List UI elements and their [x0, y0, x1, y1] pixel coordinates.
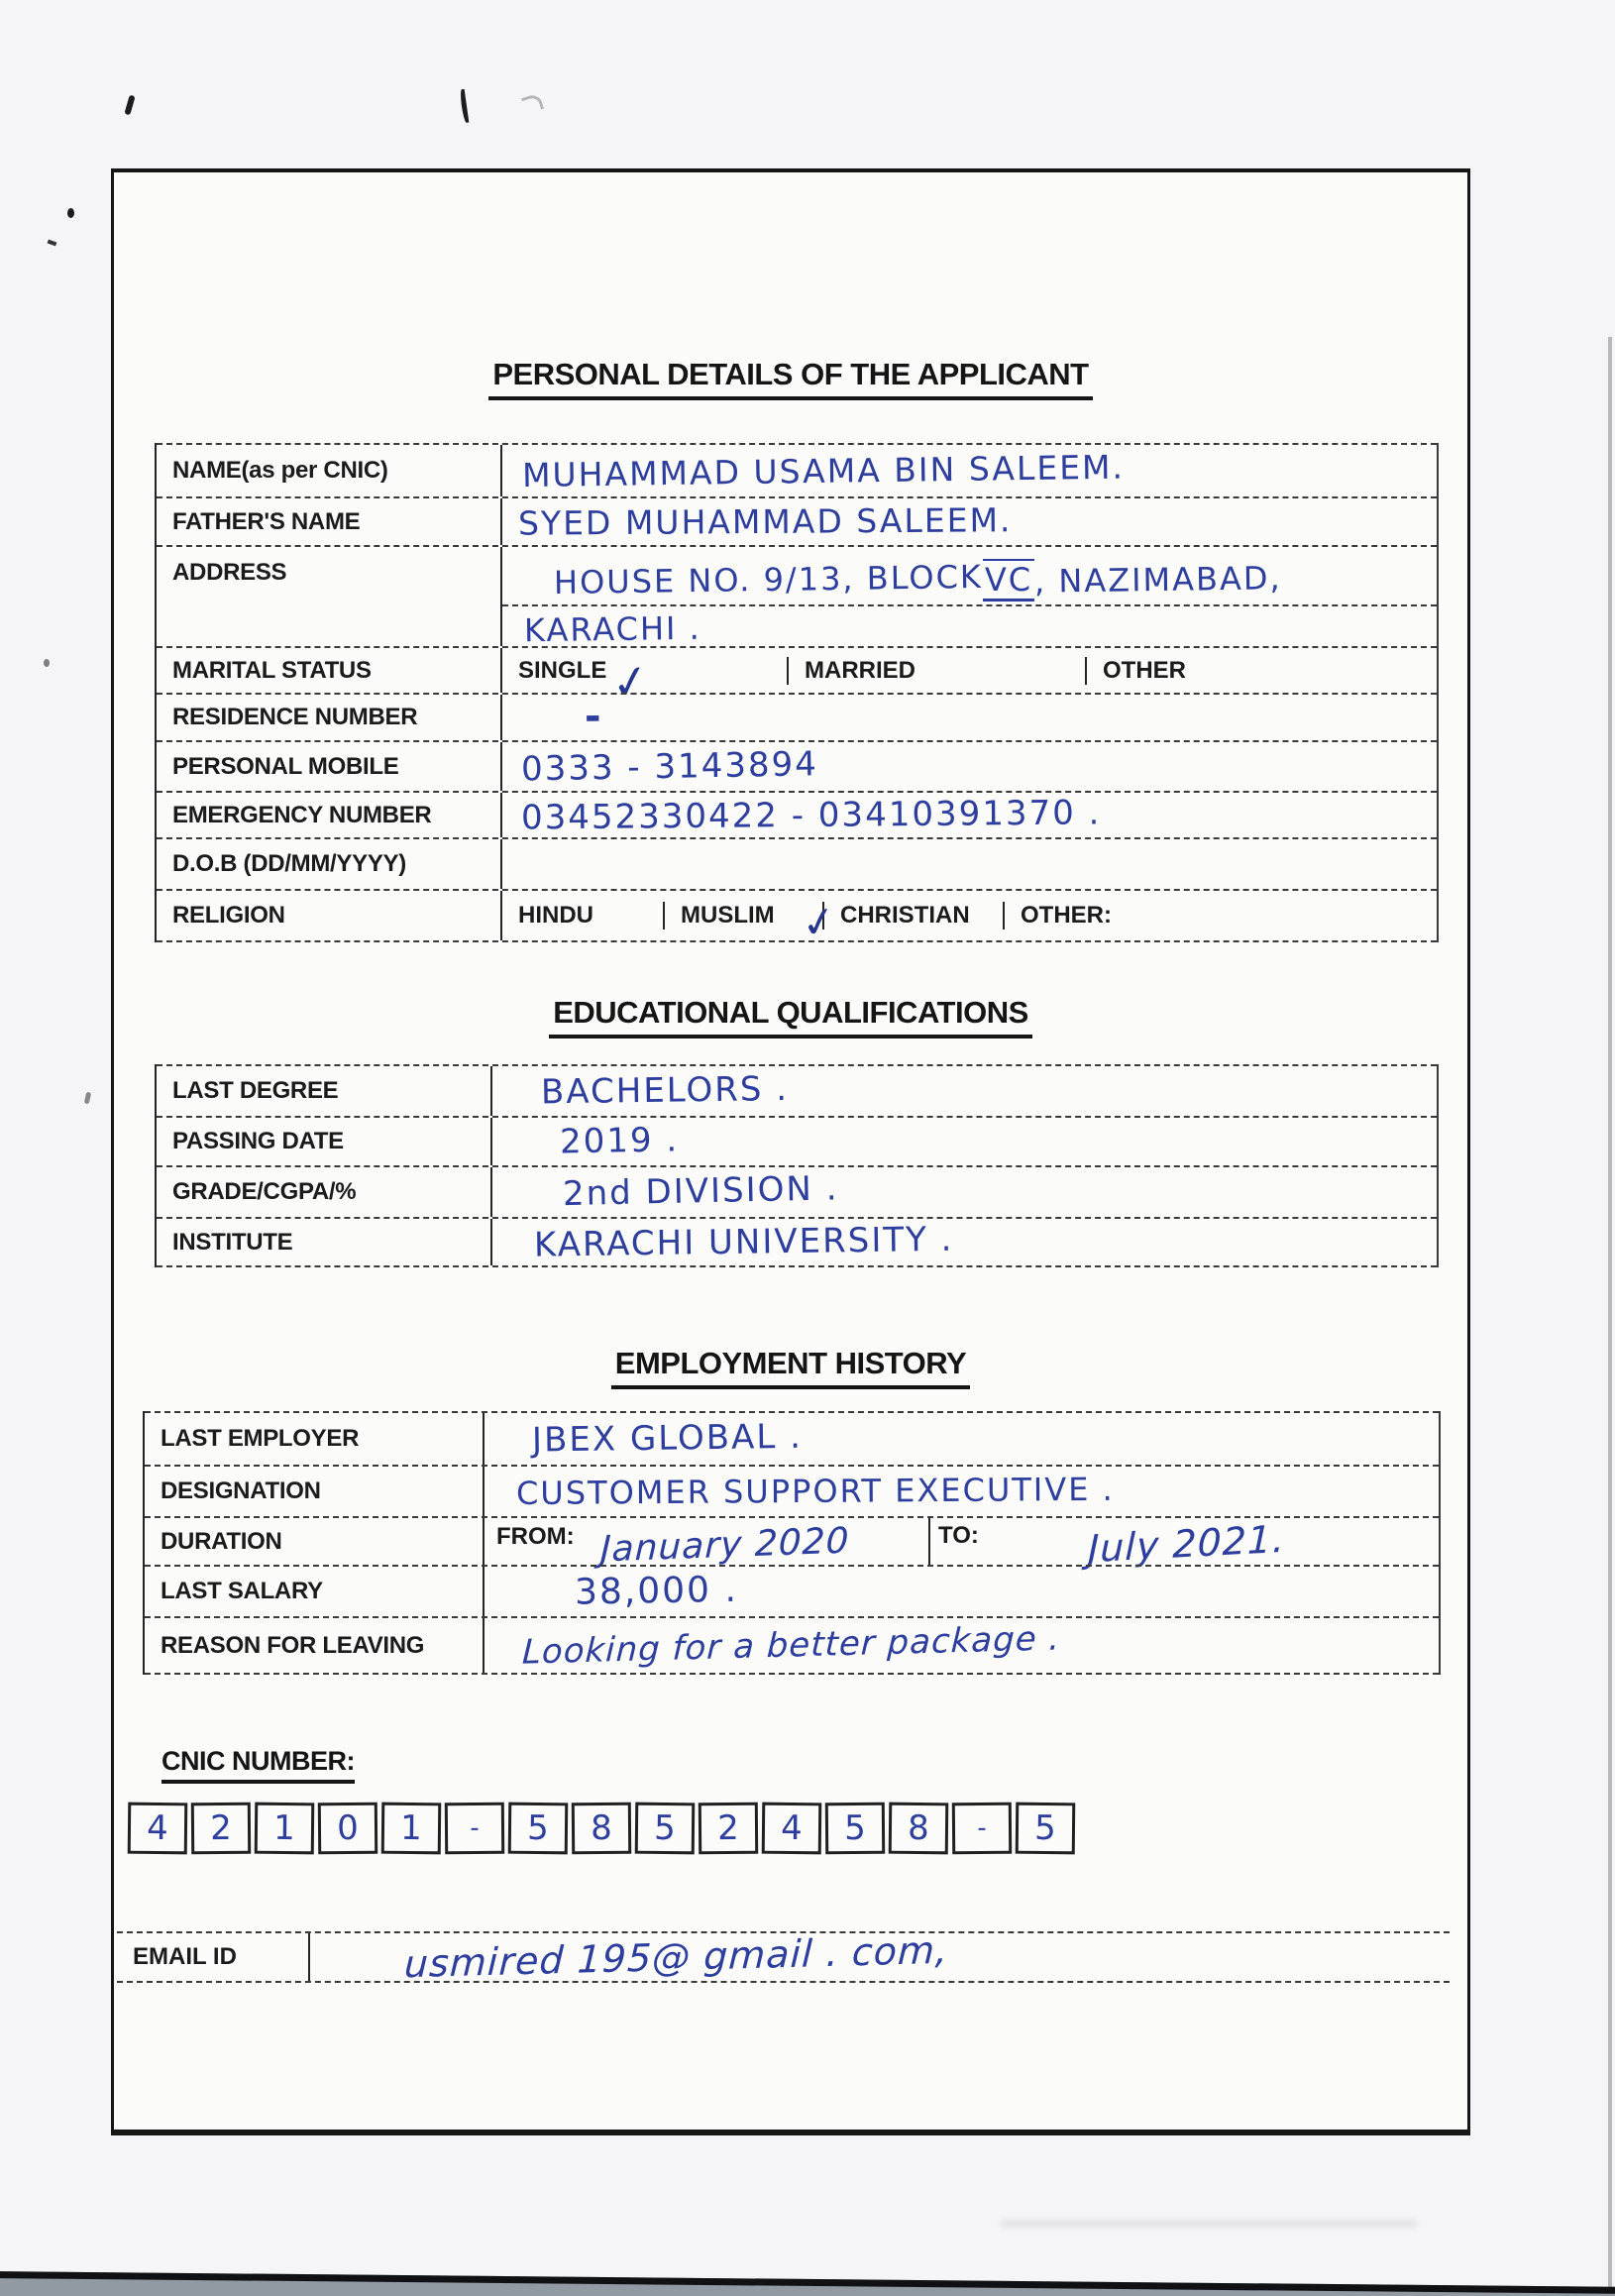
employer-value-handwriting: JBEX GLOBAL . [531, 1416, 804, 1461]
designation-value-cell [484, 1467, 1439, 1516]
cnic-digit: 8 [590, 1807, 612, 1849]
reason-value-handwriting: Looking for a better package . [521, 1617, 1062, 1673]
section-title-employment [114, 1346, 1467, 1389]
residence-label-cell [157, 695, 502, 740]
cnic-digit: 8 [907, 1807, 930, 1849]
name-value-handwriting: MUHAMMAD USAMA BIN SALEEM. [521, 447, 1126, 494]
address-line2: KARACHI . [523, 608, 702, 650]
name-label-cell [157, 445, 502, 496]
pen-mark [67, 208, 74, 218]
emergency-label-cell [157, 793, 502, 837]
personal-title-text: PERSONAL DETAILS OF THE APPLICANT [488, 357, 1092, 400]
table-row-name [157, 443, 1437, 496]
reason-value-cell [484, 1618, 1439, 1673]
scan-edge-shadow [1608, 337, 1612, 2296]
cnic-heading: CNIC NUMBER: [162, 1746, 355, 1784]
duration-label-cell [145, 1518, 484, 1565]
employment-title-text: EMPLOYMENT HISTORY [611, 1346, 970, 1389]
passing-label: PASSING DATE [172, 1128, 344, 1154]
to-label: TO: [938, 1521, 979, 1549]
table-row-grade [157, 1165, 1437, 1217]
institute-label-cell [157, 1219, 492, 1265]
table-row-marital [157, 646, 1437, 711]
pen-mark [48, 240, 57, 247]
cnic-digit-box [825, 1803, 885, 1855]
religion-label-cell [157, 891, 502, 940]
email-label-cell [117, 1933, 310, 1981]
duration-from-cell [484, 1519, 928, 1571]
cnic-digit-box [572, 1803, 631, 1855]
table-row-employer [145, 1411, 1439, 1465]
cnic-digit: 4 [780, 1807, 804, 1849]
cnic-digit-box [635, 1803, 696, 1855]
religion-option-hindu [502, 902, 663, 929]
dob-label: D.O.B (DD/MM/YYYY) [172, 850, 406, 877]
marital-label-cell [157, 648, 502, 693]
cnic-digit-box [255, 1803, 315, 1855]
pen-mark [44, 659, 50, 667]
table-row-dob [157, 837, 1437, 889]
single-label: SINGLE [518, 656, 607, 684]
religion-option-muslim [663, 895, 840, 949]
mobile-label-cell [157, 742, 502, 791]
marital-value-cell [502, 648, 1437, 711]
cnic-digit: 2 [209, 1807, 232, 1849]
cnic-digit-box [381, 1803, 442, 1855]
mobile-value-handwriting: 0333 - 3143894 [520, 743, 819, 789]
marital-other-label: OTHER [1103, 656, 1186, 684]
cnic-digit: 4 [146, 1807, 169, 1849]
muslim-checkmark: ✓ [797, 895, 840, 949]
address-value-cell [502, 547, 1437, 650]
table-row-passing [157, 1116, 1437, 1165]
address-line1 [553, 557, 1283, 602]
marital-option-single [502, 651, 787, 711]
table-row-mobile [157, 740, 1437, 791]
address-label: ADDRESS [172, 559, 287, 586]
employment-table [143, 1411, 1441, 1675]
cnic-digit: 1 [272, 1807, 296, 1849]
duration-value-cell [484, 1516, 1439, 1571]
passing-label-cell [157, 1118, 492, 1165]
residence-value-cell [502, 695, 1437, 740]
institute-value-cell [492, 1219, 1437, 1265]
institute-value-handwriting: KARACHI UNIVERSITY . [533, 1219, 954, 1265]
cnic-digit-box [699, 1803, 758, 1855]
address-label-cell [157, 547, 502, 646]
table-row-reason [145, 1616, 1439, 1675]
employer-value-cell [484, 1413, 1439, 1465]
from-label: FROM: [496, 1523, 575, 1550]
pen-mark [84, 1092, 91, 1105]
table-row-institute [157, 1217, 1437, 1267]
education-table [155, 1064, 1439, 1267]
single-checkmark: ✓ [606, 651, 654, 711]
table-row-father [157, 496, 1437, 545]
table-row-duration [145, 1516, 1439, 1571]
father-label-cell [157, 498, 502, 545]
pen-mark [521, 92, 544, 114]
personal-details-table [155, 443, 1439, 949]
employer-label: LAST EMPLOYER [161, 1425, 360, 1452]
grade-label-cell [157, 1167, 492, 1217]
pen-mark [124, 95, 135, 116]
cnic-dash-box [952, 1803, 1012, 1855]
name-value-cell [502, 445, 1437, 496]
emergency-value-cell [502, 793, 1437, 837]
pen-mark [460, 89, 470, 123]
father-label: FATHER'S NAME [172, 507, 361, 535]
cnic-dash-box [445, 1803, 504, 1855]
cnic-digit-box [889, 1803, 949, 1855]
cnic-digit: 5 [1033, 1807, 1057, 1849]
table-row-salary [145, 1565, 1439, 1616]
cnic-digit-box [318, 1803, 377, 1855]
cnic-digit: 5 [843, 1807, 866, 1849]
designation-value-handwriting: CUSTOMER SUPPORT EXECUTIVE . [515, 1470, 1115, 1512]
dob-value-cell [502, 839, 1437, 889]
employer-label-cell [145, 1413, 484, 1465]
cnic-dash: - [470, 1812, 480, 1844]
christian-label: CHRISTIAN [840, 902, 970, 929]
scanner-bed-strip [0, 2271, 1615, 2296]
cnic-digit: 1 [399, 1807, 423, 1849]
table-row-residence [157, 693, 1437, 740]
duration-label: DURATION [161, 1527, 282, 1555]
cnic-digit: 5 [526, 1807, 550, 1849]
salary-label: LAST SALARY [161, 1578, 323, 1604]
salary-value-cell [484, 1567, 1439, 1616]
religion-other-label: OTHER: [1021, 902, 1112, 929]
grade-value-cell [492, 1167, 1437, 1217]
passing-value-cell [492, 1118, 1437, 1165]
dob-label-cell [157, 839, 502, 889]
cnic-digit-box [191, 1803, 251, 1855]
grade-label: GRADE/CGPA/% [172, 1178, 357, 1205]
address-line1-pre: HOUSE NO. 9/13, BLOCK [553, 557, 984, 602]
father-value-handwriting: SYED MUHAMMAD SALEEM. [517, 500, 1013, 543]
muslim-label: MUSLIM [681, 902, 775, 929]
religion-option-other [1005, 902, 1437, 929]
section-title-education [114, 995, 1467, 1039]
religion-option-christian [824, 902, 1005, 929]
degree-label-cell [157, 1066, 492, 1116]
emergency-label: EMERGENCY NUMBER [172, 801, 432, 828]
designation-label-cell [145, 1467, 484, 1516]
from-value-handwriting: January 2020 [599, 1520, 850, 1571]
table-row-emergency [157, 791, 1437, 837]
table-row-degree [157, 1064, 1437, 1116]
email-row [117, 1927, 1450, 1987]
degree-value-cell [492, 1066, 1437, 1116]
religion-label: RELIGION [172, 902, 285, 929]
religion-value-cell [502, 891, 1437, 949]
duration-to-cell [928, 1516, 1439, 1571]
table-row-address [157, 545, 1437, 650]
cnic-digit-box [128, 1803, 188, 1855]
grade-value-handwriting: 2nd DIVISION . [562, 1168, 839, 1215]
residence-label: RESIDENCE NUMBER [172, 704, 418, 730]
to-value-handwriting: July 2021. [1087, 1516, 1286, 1571]
email-value-cell [310, 1927, 1450, 1987]
email-label: EMAIL ID [133, 1943, 237, 1970]
designation-label: DESIGNATION [161, 1477, 321, 1504]
form-page [111, 168, 1470, 2135]
ruled-line [502, 604, 1437, 606]
married-label: MARRIED [805, 656, 915, 684]
section-title-personal [114, 357, 1467, 400]
father-value-cell [502, 498, 1437, 545]
marital-option-other [1087, 657, 1437, 685]
cnic-digit: 2 [716, 1807, 739, 1849]
cnic-digit-box [762, 1803, 822, 1855]
reason-label-cell [145, 1618, 484, 1673]
emergency-value-handwriting: 03452330422 - 03410391370 . [520, 792, 1102, 837]
residence-value-handwriting: - [584, 694, 603, 740]
marital-label: MARITAL STATUS [172, 656, 372, 684]
salary-label-cell [145, 1567, 484, 1616]
marital-option-married [787, 657, 1087, 685]
education-title-text: EDUCATIONAL QUALIFICATIONS [549, 995, 1032, 1039]
email-value-handwriting: usmired 195@ gmail . com, [403, 1927, 950, 1987]
cnic-dash: - [977, 1812, 987, 1844]
address-line1-post: , NAZIMABAD, [1033, 559, 1283, 601]
institute-label: INSTITUTE [172, 1228, 293, 1256]
degree-label: LAST DEGREE [172, 1077, 339, 1104]
mobile-value-cell [502, 742, 1437, 791]
table-row-religion [157, 889, 1437, 949]
cnic-number-boxes [128, 1803, 1075, 1854]
passing-value-handwriting: 2019 . [559, 1120, 680, 1162]
reason-label: REASON FOR LEAVING [161, 1631, 425, 1659]
hindu-label: HINDU [518, 902, 593, 929]
cnic-digit: 5 [653, 1807, 677, 1849]
salary-value-handwriting: 38,000 . [574, 1569, 739, 1613]
mobile-label: PERSONAL MOBILE [172, 752, 399, 780]
cnic-digit: 0 [336, 1807, 359, 1849]
address-roman-numeral: VC [983, 559, 1034, 601]
ghost-text-smudge [1001, 2220, 1417, 2228]
name-label: NAME(as per CNIC) [172, 457, 388, 484]
cnic-digit-box [508, 1803, 569, 1855]
cnic-digit-box [1016, 1803, 1076, 1855]
table-row-designation [145, 1465, 1439, 1516]
degree-value-handwriting: BACHELORS . [540, 1068, 790, 1113]
